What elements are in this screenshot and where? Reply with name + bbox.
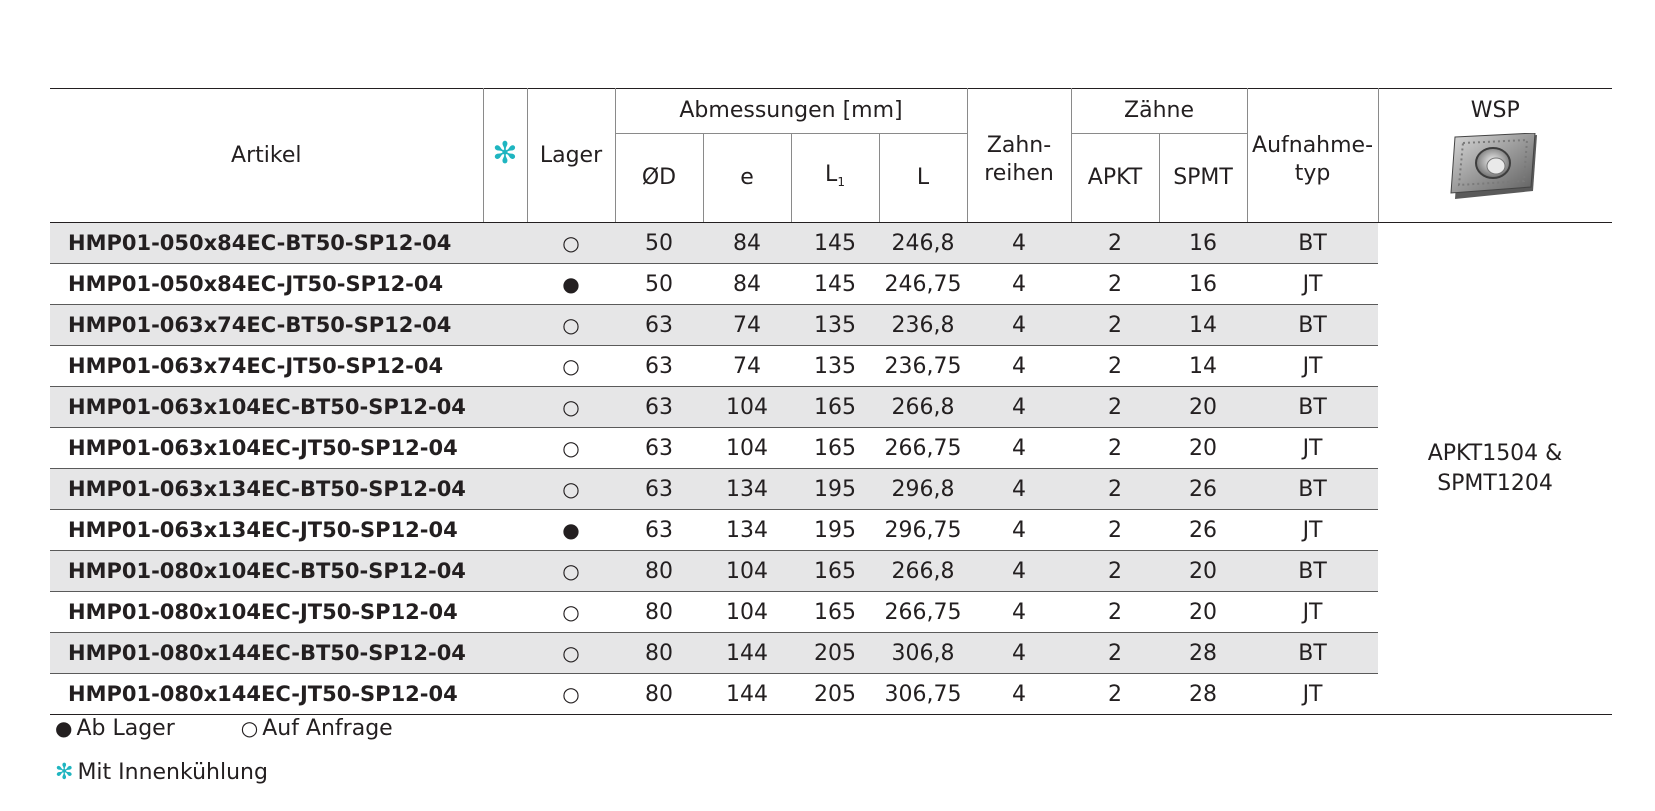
cell-e: 144 <box>703 674 791 715</box>
cell-typ: BT <box>1247 551 1378 592</box>
cell-l: 236,8 <box>879 305 967 346</box>
cell-apkt: 2 <box>1071 633 1159 674</box>
cell-cooling <box>483 469 527 510</box>
cell-lager: ○ <box>527 592 615 633</box>
cell-spmt: 20 <box>1159 387 1247 428</box>
cell-typ: JT <box>1247 346 1378 387</box>
cell-l: 296,8 <box>879 469 967 510</box>
table-row <box>50 305 1612 346</box>
cell-cooling <box>483 551 527 592</box>
cell-e: 144 <box>703 633 791 674</box>
cell-od: 80 <box>615 633 703 674</box>
cell-spmt: 28 <box>1159 633 1247 674</box>
cell-e: 74 <box>703 305 791 346</box>
cell-spmt: 20 <box>1159 428 1247 469</box>
cell-wsp: APKT1504 & SPMT1204 <box>1378 223 1612 715</box>
cell-l: 266,75 <box>879 428 967 469</box>
cell-l1: 135 <box>791 305 879 346</box>
cell-zahnreihen: 4 <box>967 592 1071 633</box>
legend-cooling-label: Mit Innenkühlung <box>77 760 268 785</box>
cell-cooling <box>483 305 527 346</box>
cell-lager: ○ <box>527 305 615 346</box>
cell-e: 134 <box>703 469 791 510</box>
cell-typ: JT <box>1247 264 1378 305</box>
cell-l: 236,75 <box>879 346 967 387</box>
cell-spmt: 28 <box>1159 674 1247 715</box>
table-row <box>50 346 1612 387</box>
legend-cooling-row <box>55 760 268 785</box>
snowflake-icon: ✻ <box>55 760 74 785</box>
table-row <box>50 469 1612 510</box>
header-l1-main: L <box>825 161 838 187</box>
cell-zahnreihen: 4 <box>967 633 1071 674</box>
cell-typ: BT <box>1247 387 1378 428</box>
cell-od: 80 <box>615 551 703 592</box>
header-artikel: Artikel <box>50 89 483 223</box>
header-l: L <box>879 134 967 223</box>
cell-typ: BT <box>1247 633 1378 674</box>
cell-l1: 205 <box>791 633 879 674</box>
cell-zahnreihen: 4 <box>967 305 1071 346</box>
header-l1 <box>791 134 879 223</box>
legend-stock-label: Ab Lager <box>76 716 175 741</box>
header-abmessungen: Abmessungen [mm] <box>615 89 967 134</box>
cell-l: 266,8 <box>879 387 967 428</box>
table-body <box>50 223 1612 715</box>
header-wsp <box>1378 89 1612 223</box>
cell-typ: BT <box>1247 469 1378 510</box>
cell-e: 84 <box>703 264 791 305</box>
cell-apkt: 2 <box>1071 305 1159 346</box>
cell-apkt: 2 <box>1071 428 1159 469</box>
cell-spmt: 26 <box>1159 469 1247 510</box>
cell-zahnreihen: 4 <box>967 387 1071 428</box>
cell-artikel: HMP01-050x84EC-JT50-SP12-04 <box>50 264 483 305</box>
cell-artikel: HMP01-063x74EC-BT50-SP12-04 <box>50 305 483 346</box>
cell-l: 266,8 <box>879 551 967 592</box>
table-row <box>50 510 1612 551</box>
cell-e: 134 <box>703 510 791 551</box>
cell-zahnreihen: 4 <box>967 674 1071 715</box>
cell-e: 84 <box>703 223 791 264</box>
cell-artikel: HMP01-080x104EC-JT50-SP12-04 <box>50 592 483 633</box>
cell-artikel: HMP01-050x84EC-BT50-SP12-04 <box>50 223 483 264</box>
cooling-icon: ✻ <box>492 136 518 171</box>
cell-od: 80 <box>615 674 703 715</box>
cell-lager: ● <box>527 264 615 305</box>
header-od: ØD <box>615 134 703 223</box>
cell-artikel: HMP01-063x134EC-JT50-SP12-04 <box>50 510 483 551</box>
cell-od: 80 <box>615 592 703 633</box>
cell-typ: JT <box>1247 428 1378 469</box>
cell-cooling <box>483 387 527 428</box>
cell-apkt: 2 <box>1071 551 1159 592</box>
cell-lager: ○ <box>527 387 615 428</box>
cell-od: 63 <box>615 346 703 387</box>
filled-circle-icon: ● <box>55 716 73 740</box>
cell-lager: ● <box>527 510 615 551</box>
product-spec-table <box>50 88 1612 715</box>
cell-zahnreihen: 4 <box>967 428 1071 469</box>
cell-typ: BT <box>1247 305 1378 346</box>
cell-l1: 135 <box>791 346 879 387</box>
cell-artikel: HMP01-063x134EC-BT50-SP12-04 <box>50 469 483 510</box>
cell-od: 50 <box>615 264 703 305</box>
cell-lager: ○ <box>527 633 615 674</box>
cell-apkt: 2 <box>1071 592 1159 633</box>
cell-l: 296,75 <box>879 510 967 551</box>
cell-apkt: 2 <box>1071 510 1159 551</box>
cell-artikel: HMP01-063x104EC-JT50-SP12-04 <box>50 428 483 469</box>
cell-spmt: 26 <box>1159 510 1247 551</box>
cell-e: 74 <box>703 346 791 387</box>
cell-lager: ○ <box>527 346 615 387</box>
cell-od: 63 <box>615 428 703 469</box>
cell-apkt: 2 <box>1071 674 1159 715</box>
cell-lager: ○ <box>527 469 615 510</box>
cell-spmt: 20 <box>1159 551 1247 592</box>
cell-apkt: 2 <box>1071 264 1159 305</box>
cell-od: 63 <box>615 469 703 510</box>
cell-zahnreihen: 4 <box>967 469 1071 510</box>
cell-l: 246,8 <box>879 223 967 264</box>
cell-e: 104 <box>703 428 791 469</box>
cell-typ: BT <box>1247 223 1378 264</box>
table-row <box>50 264 1612 305</box>
header-spmt: SPMT <box>1159 134 1247 223</box>
cell-spmt: 16 <box>1159 223 1247 264</box>
cell-od: 63 <box>615 305 703 346</box>
cell-cooling <box>483 510 527 551</box>
table-row <box>50 551 1612 592</box>
table-row <box>50 674 1612 715</box>
cell-typ: JT <box>1247 674 1378 715</box>
cell-lager: ○ <box>527 551 615 592</box>
cell-od: 50 <box>615 223 703 264</box>
cell-l1: 165 <box>791 387 879 428</box>
cell-l1: 195 <box>791 510 879 551</box>
table-row <box>50 633 1612 674</box>
cell-cooling <box>483 346 527 387</box>
cell-spmt: 20 <box>1159 592 1247 633</box>
insert-image <box>1449 133 1541 203</box>
header-cooling <box>483 89 527 223</box>
cell-zahnreihen: 4 <box>967 223 1071 264</box>
cell-e: 104 <box>703 387 791 428</box>
cell-spmt: 14 <box>1159 305 1247 346</box>
cell-l1: 195 <box>791 469 879 510</box>
cell-lager: ○ <box>527 428 615 469</box>
legend-request-label: Auf Anfrage <box>262 716 393 741</box>
header-e: e <box>703 134 791 223</box>
cell-zahnreihen: 4 <box>967 510 1071 551</box>
cell-spmt: 16 <box>1159 264 1247 305</box>
cell-e: 104 <box>703 551 791 592</box>
cell-typ: JT <box>1247 510 1378 551</box>
cell-l1: 165 <box>791 592 879 633</box>
header-wsp-label: WSP <box>1470 98 1520 123</box>
cell-cooling <box>483 264 527 305</box>
cell-cooling <box>483 674 527 715</box>
cell-apkt: 2 <box>1071 387 1159 428</box>
cell-cooling <box>483 428 527 469</box>
cell-l1: 165 <box>791 428 879 469</box>
table-row <box>50 592 1612 633</box>
header-lager: Lager <box>527 89 615 223</box>
cell-l1: 145 <box>791 223 879 264</box>
cell-apkt: 2 <box>1071 223 1159 264</box>
header-zaehne: Zähne <box>1071 89 1247 134</box>
cell-l1: 145 <box>791 264 879 305</box>
cell-od: 63 <box>615 387 703 428</box>
cell-l: 246,75 <box>879 264 967 305</box>
header-aufnahmetyp: Aufnahme- typ <box>1247 89 1378 223</box>
cell-lager: ○ <box>527 674 615 715</box>
cell-typ: JT <box>1247 592 1378 633</box>
cell-artikel: HMP01-080x104EC-BT50-SP12-04 <box>50 551 483 592</box>
cell-artikel: HMP01-063x104EC-BT50-SP12-04 <box>50 387 483 428</box>
cell-cooling <box>483 592 527 633</box>
cell-zahnreihen: 4 <box>967 264 1071 305</box>
cell-spmt: 14 <box>1159 346 1247 387</box>
cell-l1: 205 <box>791 674 879 715</box>
table-row <box>50 428 1612 469</box>
cell-l: 306,8 <box>879 633 967 674</box>
cell-artikel: HMP01-063x74EC-JT50-SP12-04 <box>50 346 483 387</box>
table-row <box>50 223 1612 264</box>
cell-artikel: HMP01-080x144EC-BT50-SP12-04 <box>50 633 483 674</box>
cell-lager: ○ <box>527 223 615 264</box>
header-l1-sub: 1 <box>837 174 845 189</box>
legend-stock-row <box>55 716 393 741</box>
cell-od: 63 <box>615 510 703 551</box>
header-apkt: APKT <box>1071 134 1159 223</box>
cell-zahnreihen: 4 <box>967 346 1071 387</box>
header-zahnreihen: Zahn- reihen <box>967 89 1071 223</box>
empty-circle-icon: ○ <box>240 716 259 740</box>
cell-apkt: 2 <box>1071 346 1159 387</box>
cell-l1: 165 <box>791 551 879 592</box>
cell-apkt: 2 <box>1071 469 1159 510</box>
table-row <box>50 387 1612 428</box>
cell-zahnreihen: 4 <box>967 551 1071 592</box>
cell-e: 104 <box>703 592 791 633</box>
cell-cooling <box>483 633 527 674</box>
cell-artikel: HMP01-080x144EC-JT50-SP12-04 <box>50 674 483 715</box>
cell-l: 266,75 <box>879 592 967 633</box>
cell-l: 306,75 <box>879 674 967 715</box>
cell-cooling <box>483 223 527 264</box>
